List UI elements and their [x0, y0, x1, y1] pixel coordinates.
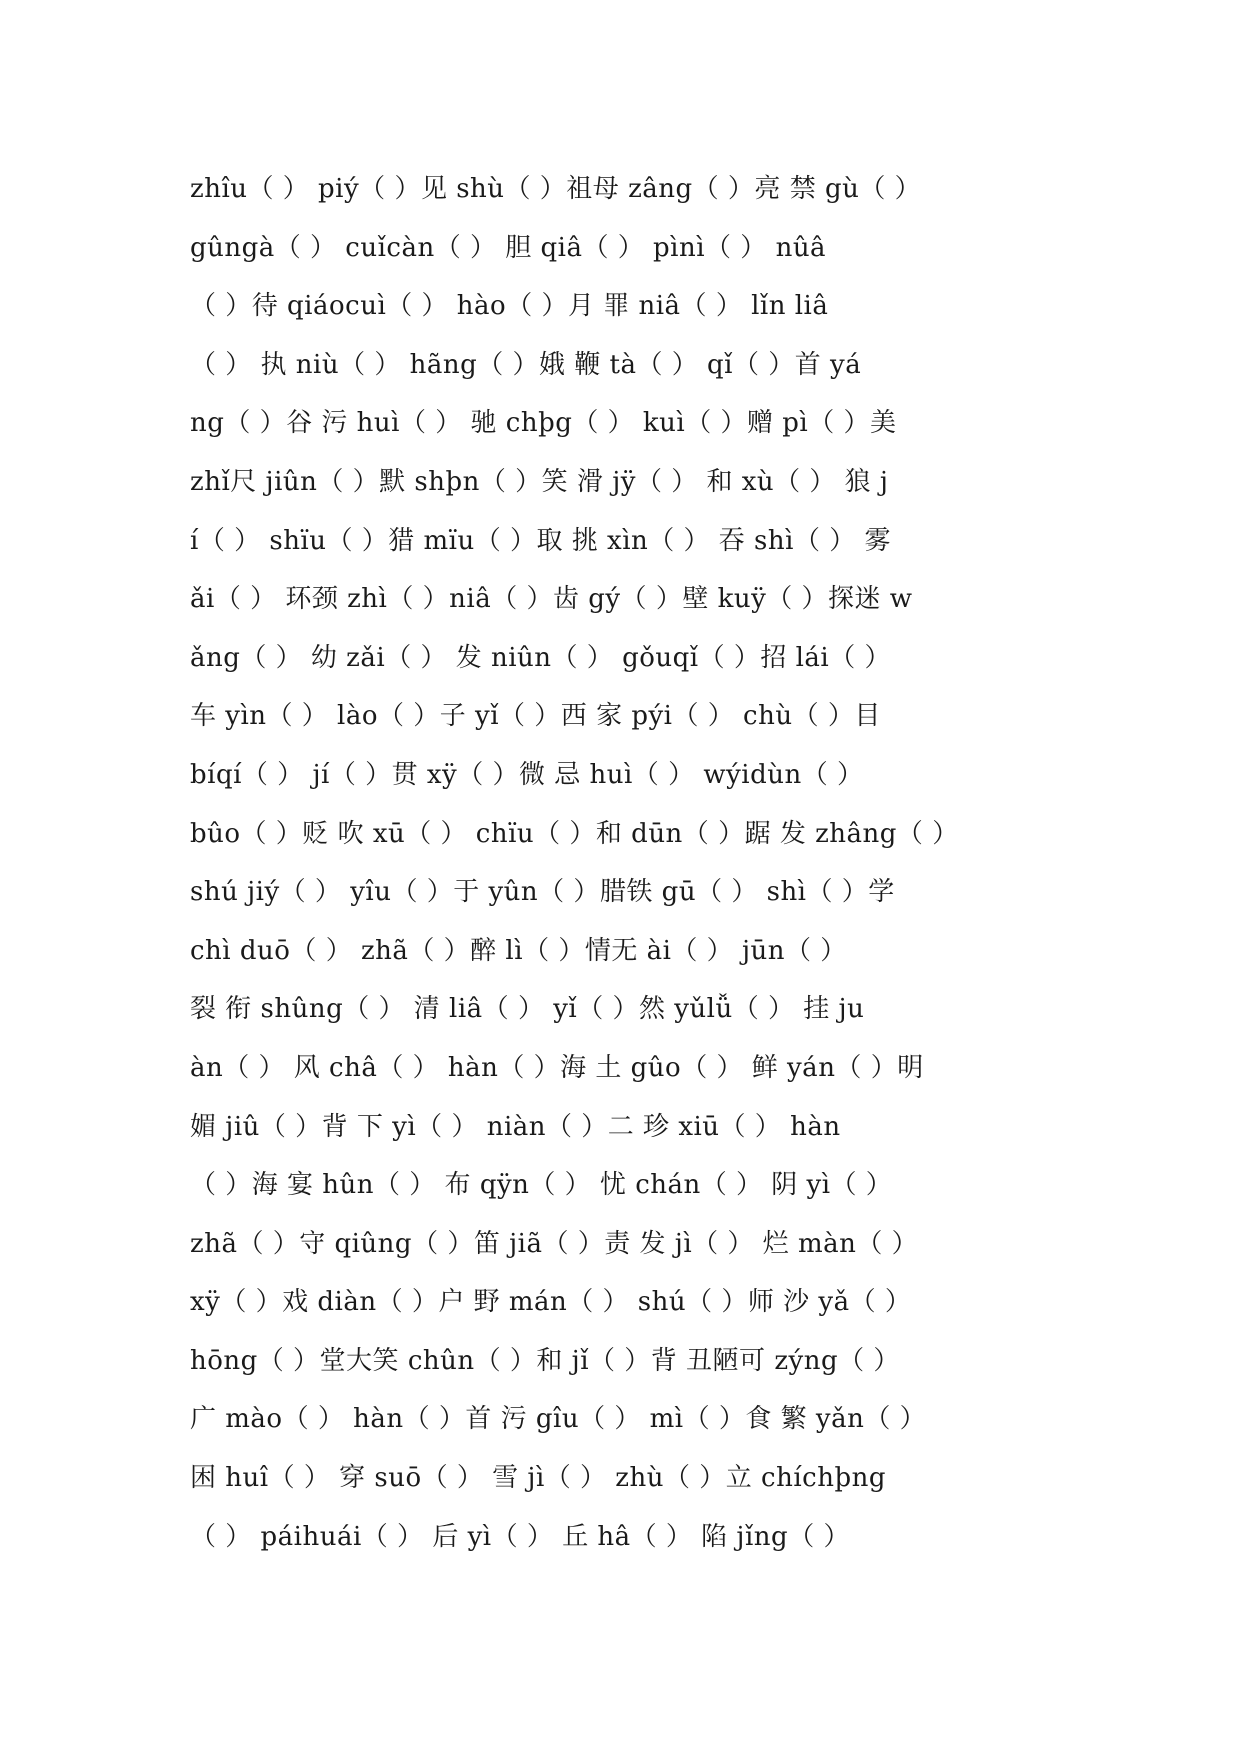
- text-line-11: bíqí（ ） jí（ ）贯 xÿ（ ）微 忌 huì（ ） wýidùn（ ）: [190, 759, 864, 790]
- text-line-13: shú jiý（ ） yîu（ ）于 yûn（ ）腊铁 gū（ ） shì（ ）学: [190, 877, 895, 908]
- text-line-20: xÿ（ ）戏 diàn（ ）户 野 mán（ ） shú（ ）师 沙 yǎ（ ）: [190, 1287, 912, 1318]
- text-line-1: zhîu（ ） piý（ ）见 shù（ ）祖母 zâng（ ）亮 禁 gù（ ）: [190, 174, 922, 204]
- text-line-17: 媚 jiû（ ）背 下 yì（ ） niàn（ ）二 珍 xiū（ ） hàn: [190, 1111, 841, 1142]
- text-line-21: hōng（ ）堂大笑 chûn（ ）和 jǐ（ ）背 丑陋可 zýng（ ）: [190, 1345, 900, 1376]
- text-line-19: zhã（ ）守 qiûng（ ）笛 jiã（ ）责 发 jì（ ） 烂 màn（ ）: [190, 1228, 919, 1259]
- text-line-14: chì duō（ ） zhã（ ）醉 lì（ ）情无 ài（ ） jūn（ ）: [190, 935, 847, 966]
- text-line-9: ǎng（ ） 幼 zǎi（ ） 发 niûn（ ） gǒuqǐ（ ）招 lái（ ）: [190, 642, 891, 673]
- text-line-8: ǎi（ ） 环颈 zhì（ ）niâ（ ）齿 gý（ ）壁 kuÿ（ ）探迷 w: [190, 584, 913, 615]
- text-line-22: 广 mào（ ） hàn（ ）首 污 gîu（ ） mì（ ）食 繁 yǎn（ ）: [190, 1404, 927, 1435]
- text-line-7: í（ ） shïu（ ）猎 mïu（ ）取 挑 xìn（ ） 吞 shì（ ） 雾: [190, 525, 891, 556]
- text-line-16: àn（ ） 风 châ（ ） hàn（ ）海 土 gûo（ ） 鲜 yán（ ）明: [190, 1052, 924, 1083]
- text-line-2: gûngà（ ） cuǐcàn（ ） 胆 qiâ（ ） pìnì（ ） nûâ: [190, 232, 827, 263]
- text-line-15: 裂 衔 shûng（ ） 清 liâ（ ） yǐ（ ）然 yǔlǚ（ ） 挂 ju: [190, 994, 865, 1025]
- text-line-23: 困 huî（ ） 穿 suō（ ） 雪 jì（ ） zhù（ ）立 chíchþng: [190, 1463, 886, 1494]
- text-line-24: （ ） páihuái（ ） 后 yì（ ） 丘 hâ（ ） 陷 jǐng（ ）: [190, 1521, 850, 1552]
- text-line-4: （ ） 执 niù（ ） hãng（ ）娥 鞭 tà（ ） qǐ（ ）首 yá: [190, 349, 862, 380]
- text-line-10: 车 yìn（ ） lào（ ）子 yǐ（ ）西 家 pýi（ ） chù（ ）目: [190, 701, 881, 732]
- text-line-6: zhǐ尺 jiûn（ ）默 shþn（ ）笑 滑 jÿ（ ） 和 xù（ ） 狼 j: [190, 466, 889, 497]
- text-line-5: ng（ ）谷 污 huì（ ） 驰 chþg（ ） kuì（ ）赠 pì（ ）美: [190, 408, 897, 439]
- text-line-3: （ ）待 qiáocuì（ ） hào（ ）月 罪 niâ（ ） lǐn liâ: [190, 291, 829, 322]
- pinyin-worksheet-text: [190, 160, 1090, 1566]
- text-line-18: （ ）海 宴 hûn（ ） 布 qÿn（ ） 忧 chán（ ） 阴 yì（ ）: [190, 1170, 893, 1201]
- text-line-12: bûo（ ）贬 吹 xū（ ） chïu（ ）和 dūn（ ）踞 发 zhâng（ ）: [190, 818, 959, 849]
